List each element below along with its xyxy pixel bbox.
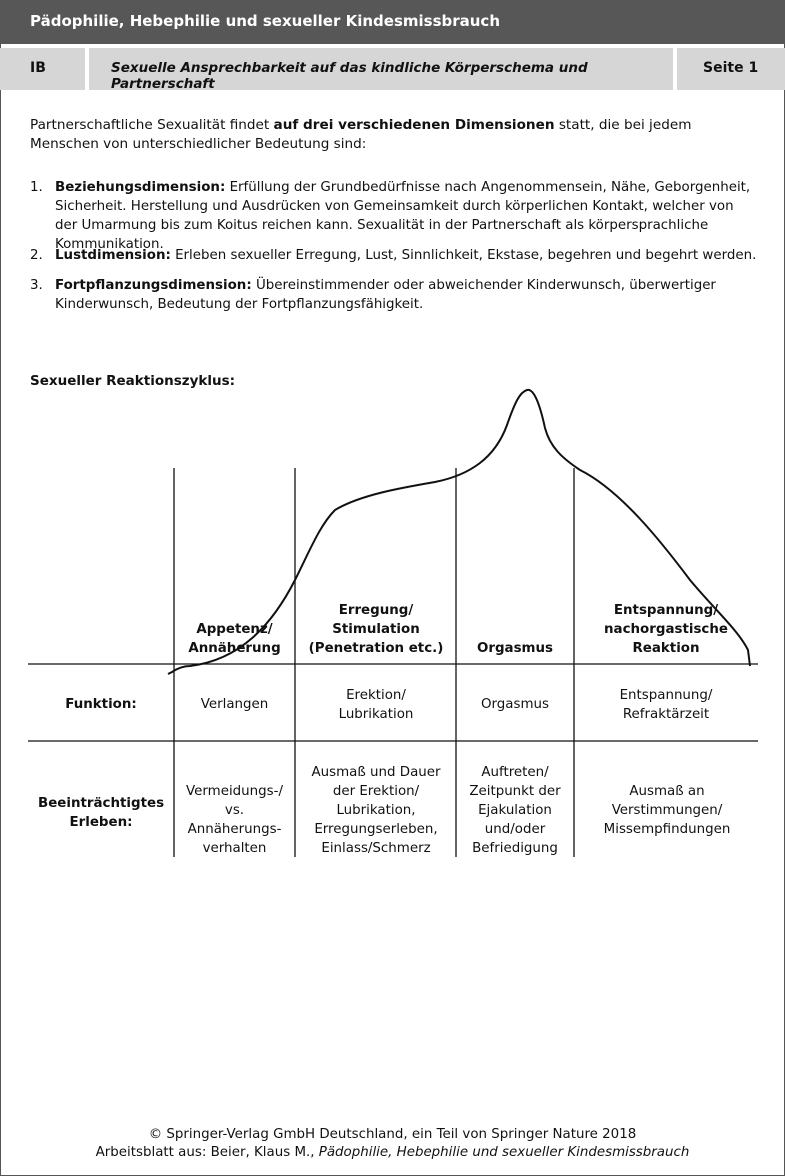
- impaired-cell: Vermeidungs-/ vs. Annäherungs- verhalten: [186, 784, 283, 856]
- footer-source-title: Pädophilie, Hebephilie und sexueller Kindesmissbrauch: [318, 1145, 690, 1160]
- row-label-impaired: Beeinträchtigtes Erleben:: [38, 796, 165, 830]
- section-subtitle-box: [89, 48, 673, 90]
- footer-source-prefix: Arbeitsblatt aus: Beier, Klaus M.,: [95, 1145, 319, 1160]
- phase-label: Erregung/ Stimulation (Penetration etc.): [308, 603, 444, 656]
- section-code: IB: [30, 60, 46, 76]
- intro-before: Partnerschaftliche Sexualität findet: [30, 117, 274, 133]
- function-cell: Erektion/ Lubrikation: [338, 688, 414, 722]
- section-code-box: [0, 48, 85, 90]
- page-number: Seite 1: [703, 60, 759, 76]
- function-cell: Orgasmus: [481, 697, 549, 712]
- list-term: Fortpflanzungsdimension:: [55, 278, 252, 293]
- list-number: 3.: [30, 278, 43, 293]
- page-number-box: [677, 48, 785, 90]
- list-term: Lustdimension:: [55, 248, 171, 263]
- footer-source: [0, 1143, 785, 1162]
- list-number: 2.: [30, 248, 43, 263]
- header-bar: [0, 0, 785, 44]
- diagram-title: Sexueller Reaktionszyklus:: [30, 373, 236, 389]
- footer-copyright: © Springer-Verlag GmbH Deutschland, ein Teil von Springer Nature 2018: [148, 1127, 637, 1142]
- impaired-cell: Ausmaß und Dauer der Erektion/ Lubrikation, Erregungserleben, Einlass/Schmerz: [311, 765, 441, 856]
- section-subtitle: Sexuelle Ansprechbarkeit auf das kindliche Körperschema und Partnerschaft: [111, 60, 588, 92]
- intro-paragraph: [30, 116, 755, 154]
- header-title: Pädophilie, Hebephilie und sexueller Kindesmissbrauch: [30, 12, 501, 30]
- intro-after: statt, die bei jedem Menschen von unterschiedlicher Bedeutung sind:: [30, 117, 692, 152]
- phase-label: Appetenz/ Annäherung: [188, 622, 281, 656]
- impaired-cell: Auftreten/ Zeitpunkt der Ejakulation und/oder Befriedigung: [469, 765, 561, 856]
- impaired-cell: Ausmaß an Verstimmungen/ Missempfindungen: [603, 784, 731, 837]
- intro-bold: auf drei verschiedenen Dimensionen: [273, 117, 555, 133]
- function-cell: Entspannung/ Refraktärzeit: [619, 688, 713, 722]
- list-text: Erleben sexueller Erregung, Lust, Sinnlichkeit, Ekstase, begehren und begehrt werden.: [170, 248, 757, 263]
- function-cell: Verlangen: [200, 697, 269, 712]
- phase-label: Entspannung/ nachorgastische Reaktion: [604, 603, 728, 656]
- row-label-function: Funktion:: [65, 697, 137, 712]
- list-text: Erfüllung der Grundbedürfnisse nach Angenommensein, Nähe, Geborgenheit, Sicherheit. Herstellung und Ausdrücken von Gemeinsamkeit durch körperlichen Kontakt, welcher von der Umarmung bis zum Koitus reichen kann. Sexualität in der Partnerschaft als körpersprachliche Kommunikation.: [55, 180, 751, 252]
- list-term: Beziehungsdimension:: [55, 180, 226, 195]
- phase-label: Orgasmus: [476, 641, 554, 656]
- list-number: 1.: [30, 180, 43, 195]
- list-text: Übereinstimmender oder abweichender Kinderwunsch, überwertiger Kinderwunsch, Bedeutung der Fortpflanzungsfähigkeit.: [55, 278, 716, 312]
